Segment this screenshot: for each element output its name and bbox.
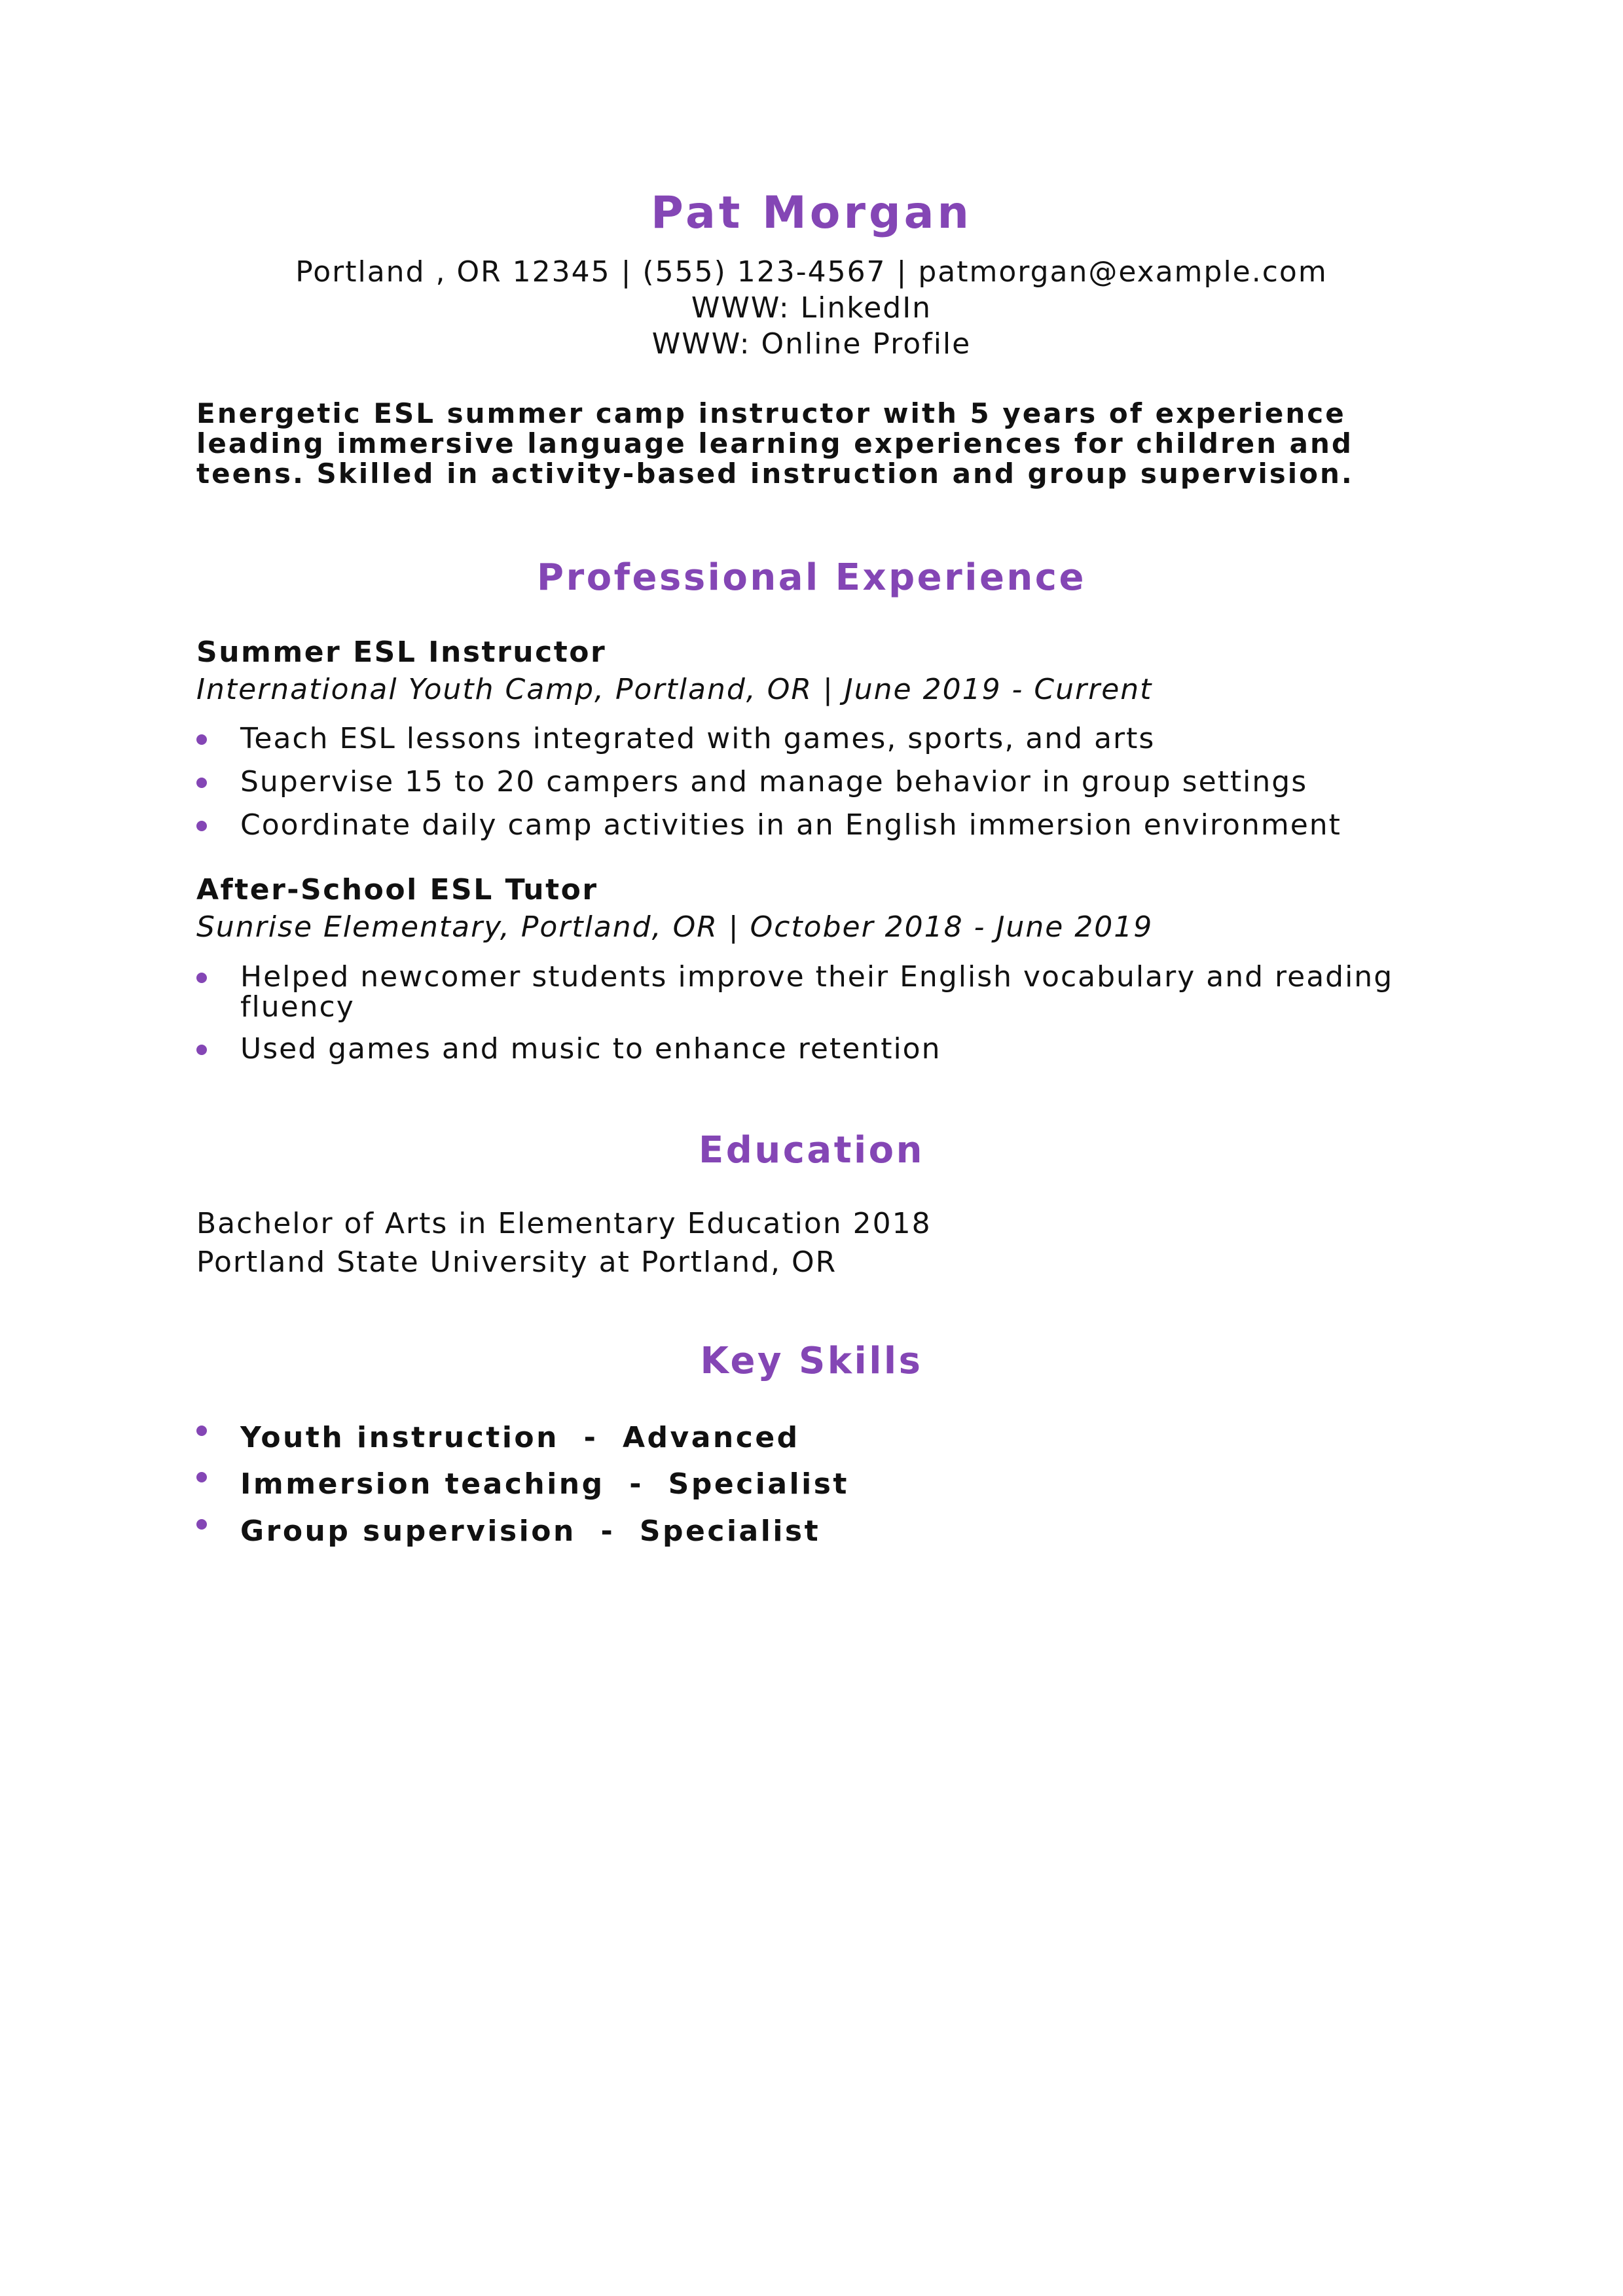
job-2-bullet-1 [196,962,1440,1022]
bullet-text: Helped newcomer students improve their English vocabulary and reading fluency [240,960,1394,1024]
job-2-bullet-2 [196,1034,1440,1064]
bullet-text: Coordinate daily camp activities in an English immersion environment [240,808,1341,842]
skill-text: Youth instruction - Advanced [240,1421,800,1454]
job-1-bullet-2 [196,767,1440,797]
skill-text: Immersion teaching - Specialist [240,1467,849,1501]
degree: Bachelor of Arts in Elementary Education 2018 [196,1207,932,1240]
bullet-dot-icon [196,973,207,983]
candidate-name: Pat Morgan [651,187,972,239]
skill-item-2 [196,1467,849,1501]
school: Portland State University at Portland, OR [196,1246,837,1279]
job-title-2: After-School ESL Tutor [196,873,598,906]
job-1-bullet-1 [196,724,1440,754]
online-profile-link[interactable]: WWW: Online Profile [651,327,972,361]
skill-text: Group supervision - Specialist [240,1515,821,1548]
skill-item-3 [196,1517,820,1546]
bullet-dot-icon [196,1519,207,1530]
skill-item-1 [196,1421,800,1454]
job-1-bullet-3 [196,810,1440,840]
linkedin-link[interactable]: WWW: LinkedIn [691,291,932,325]
bullet-text: Supervise 15 to 20 campers and manage behavior in group settings [240,765,1308,798]
bullet-text: Teach ESL lessons integrated with games, sports, and arts [240,722,1156,755]
job-title-1: Summer ESL Instructor [196,636,607,669]
job-meta-1: International Youth Camp, Portland, OR | June 2019 - Current [196,673,1153,706]
bullet-dot-icon [196,1472,207,1482]
contact-line: Portland , OR 12345 | (555) 123-4567 | patmorgan@example.com [295,255,1328,289]
bullet-dot-icon [196,1045,207,1055]
skills-heading: Key Skills [700,1340,923,1382]
bullet-dot-icon [196,734,207,745]
education-block [196,1204,932,1282]
contact-block [0,254,1623,362]
professional-summary: Energetic ESL summer camp instructor with 5 years of experience leading immersive language learning experiences for children and teens. Skilled in activity-based instruction and group supervision. [196,397,1354,490]
bullet-text: Used games and music to enhance retention [240,1032,941,1066]
bullet-dot-icon [196,821,207,831]
experience-heading: Professional Experience [537,556,1086,599]
bullet-dot-icon [196,1426,207,1436]
bullet-dot-icon [196,778,207,788]
education-heading: Education [699,1129,924,1172]
job-meta-2: Sunrise Elementary, Portland, OR | October 2018 - June 2019 [196,910,1154,944]
